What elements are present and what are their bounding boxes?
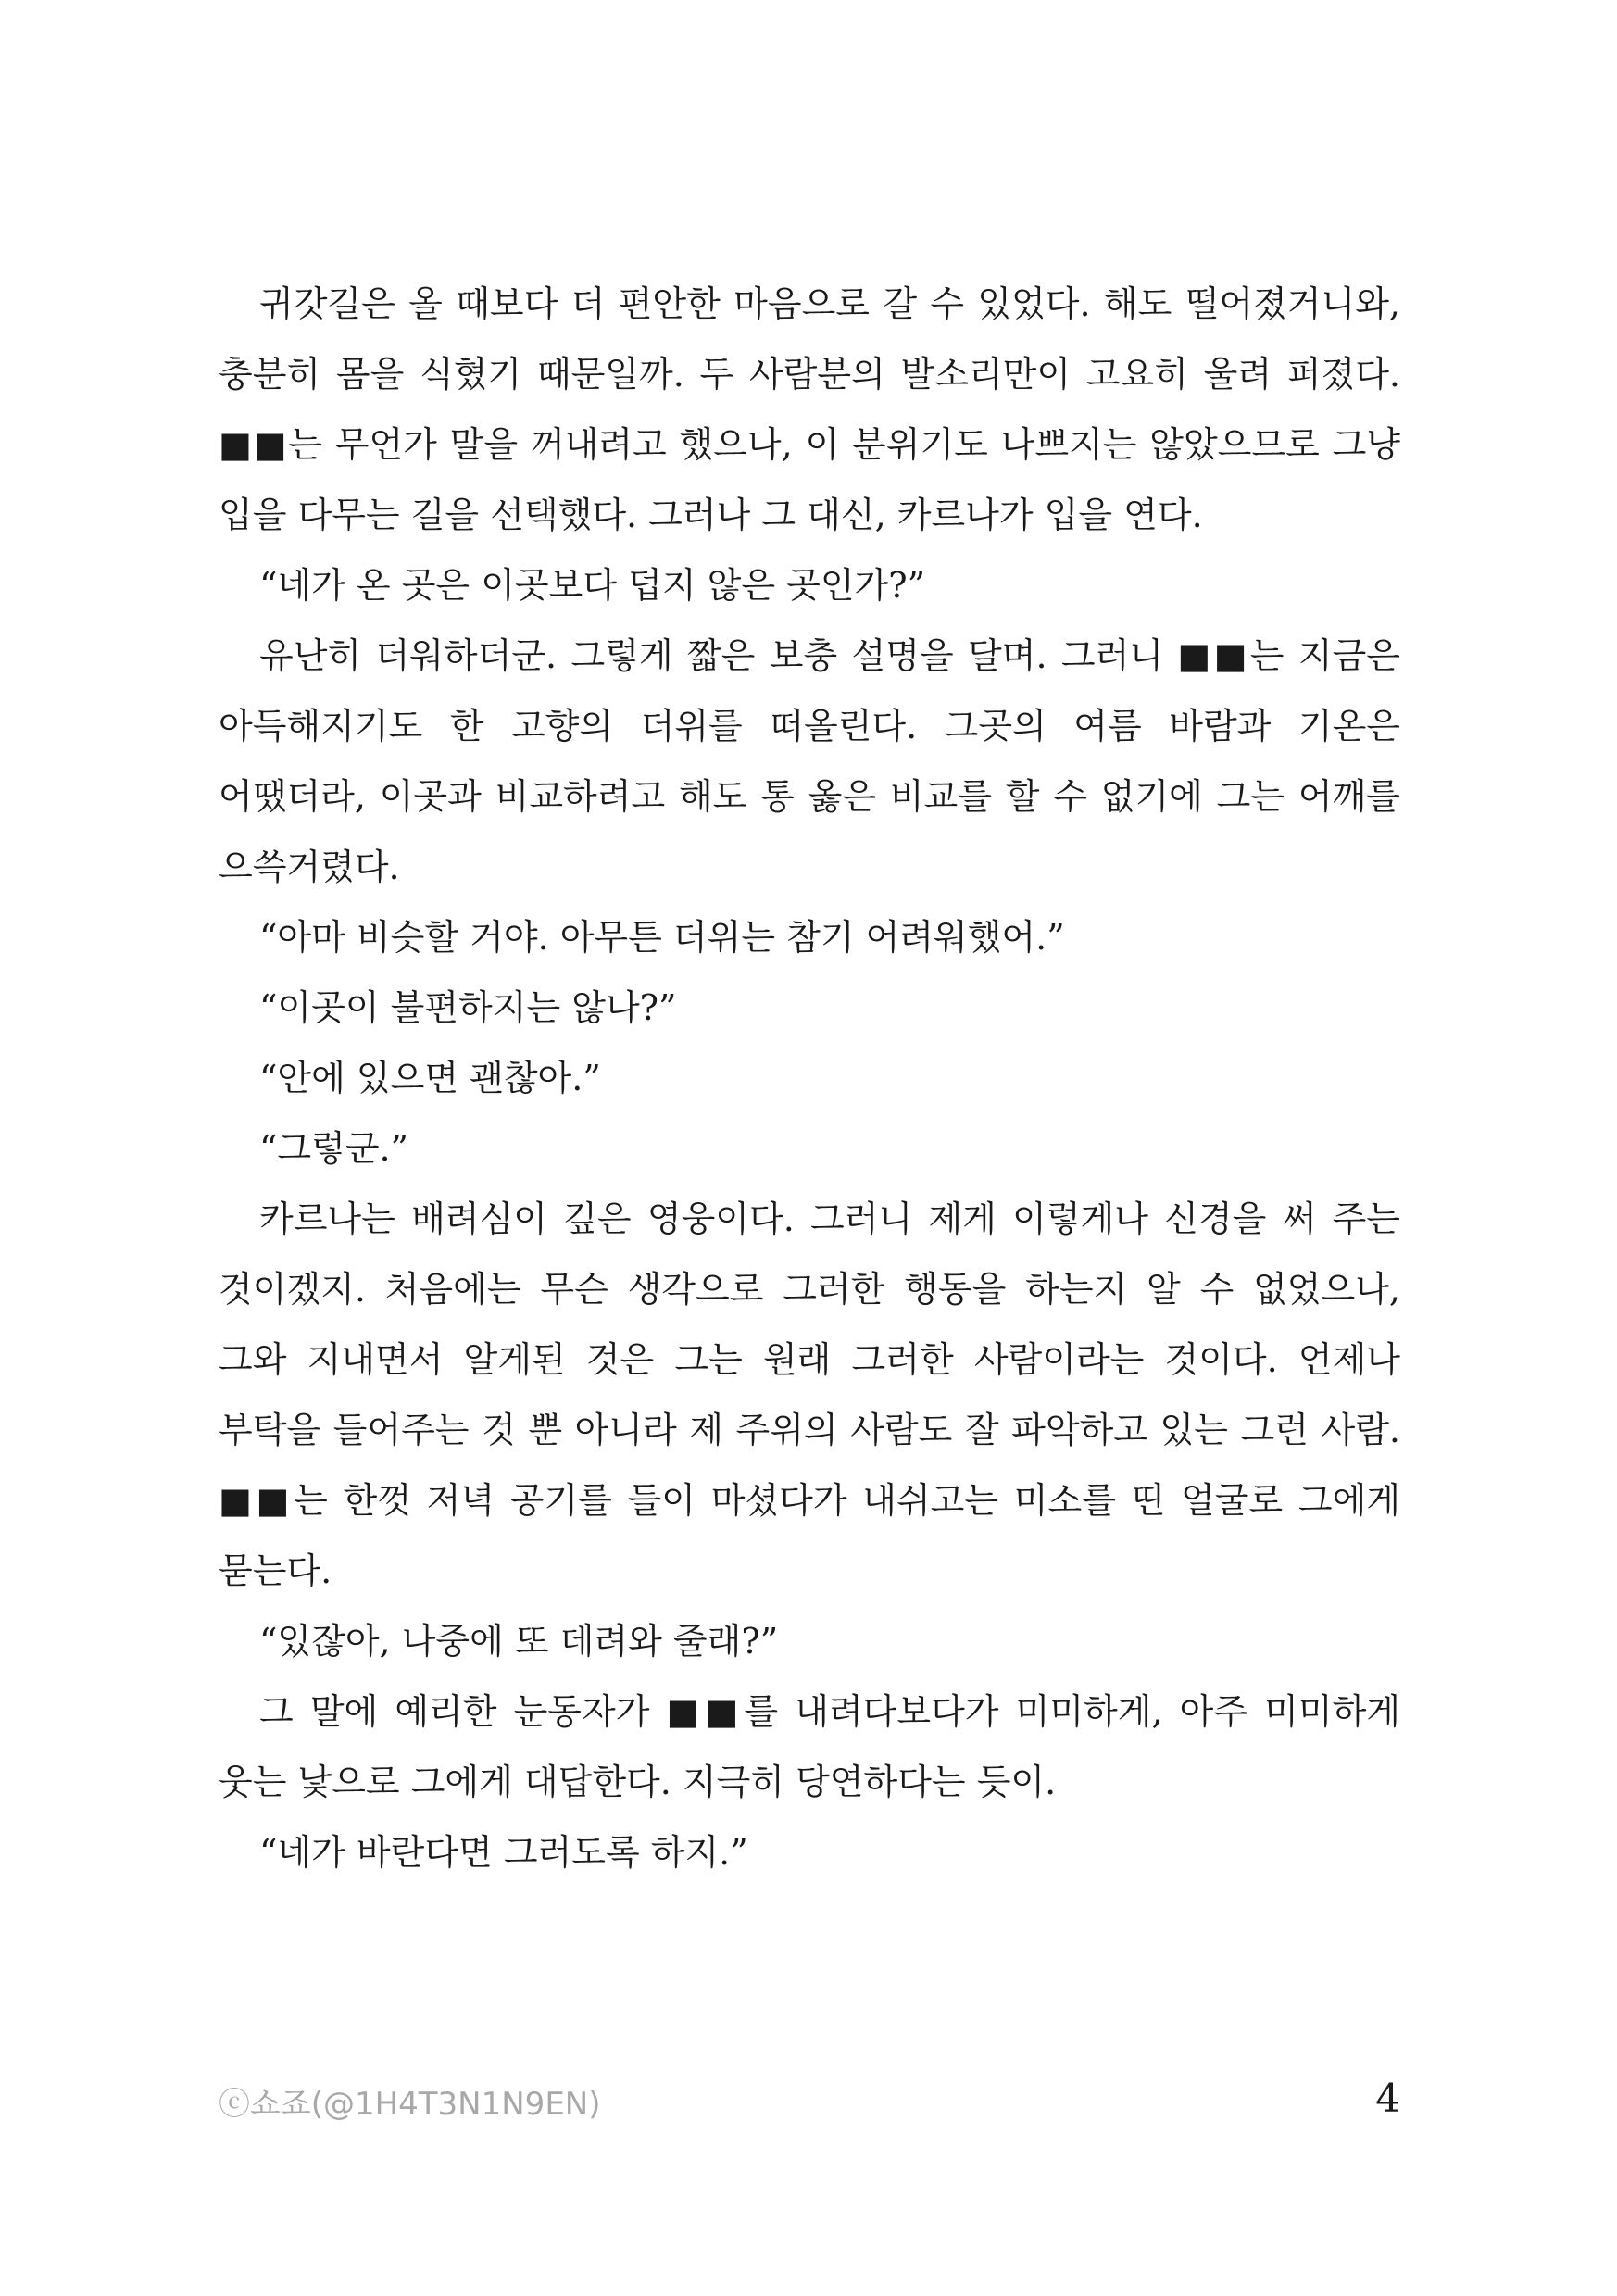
paragraph-2: “네가 온 곳은 이곳보다 덥지 않은 곳인가?” [259, 565, 926, 606]
paragraph-5: “이곳이 불편하지는 않나?” [259, 987, 677, 1028]
paragraph-10: 그 말에 예리한 눈동자가 ■■를 내려다보다가 미미하게, 아주 미미하게 웃는 낯으로 그에게 대답한다. 지극히 당연하다는 듯이. [219, 1691, 1400, 1802]
paragraph-7: “그렇군.” [259, 1128, 409, 1169]
paragraph-3: 유난히 더워하더군. 그렇게 짧은 보충 설명을 달며. 그러니 ■■는 지금은 아득해지기도 한 고향의 더위를 떠올린다. 그곳의 여름 바람과 기온은 어땠더라, 이곳과 비교하려고 해도 통 옳은 비교를 할 수 없기에 그는 어깨를 으쓱거렸다. [219, 635, 1400, 887]
paragraph-8: 카르나는 배려심이 깊은 영웅이다. 그러니 제게 이렇게나 신경을 써 주는 것이겠지. 처음에는 무슨 생각으로 그러한 행동을 하는지 알 수 없었으나, 그와 지내면서 알게된 것은 그는 원래 그러한 사람이라는 것이다. 언제나 부탁을 들어주는 것 뿐 아니라 제 주위의 사람도 잘 파악하고 있는 그런 사람. ■■는 한껏 저녁 공기를 들이 마셨다가 내쉬고는 미소를 띤 얼굴로 그에게 묻는다. [219, 1198, 1400, 1591]
paragraph-1: 귀갓길은 올 때보다 더 편안한 마음으로 갈 수 있었다. 해도 떨어졌거니와, 충분히 몸을 식혔기 때문일까. 두 사람분의 발소리만이 고요히 울려 퍼졌다. ■■는 무언가 말을 꺼내려고 했으나, 이 분위기도 나쁘지는 않았으므로 그냥 입을 다무는 길을 선택했다. 그러나 그 대신, 카르나가 입을 연다. [219, 283, 1400, 535]
paragraph-4: “아마 비슷할 거야. 아무튼 더위는 참기 어려워했어.” [259, 917, 1065, 958]
paragraph-6: “안에 있으면 괜찮아.” [259, 1058, 601, 1098]
copyright-credit: ⓒ쇼죠(@1H4T3N1N9EN) [219, 2086, 601, 2123]
paragraph-11: “네가 바란다면 그러도록 하지.” [259, 1832, 748, 1873]
page-number: 4 [1375, 2076, 1400, 2121]
paragraph-9: “있잖아, 나중에 또 데려와 줄래?” [259, 1621, 779, 1662]
body-text [219, 269, 1400, 1888]
